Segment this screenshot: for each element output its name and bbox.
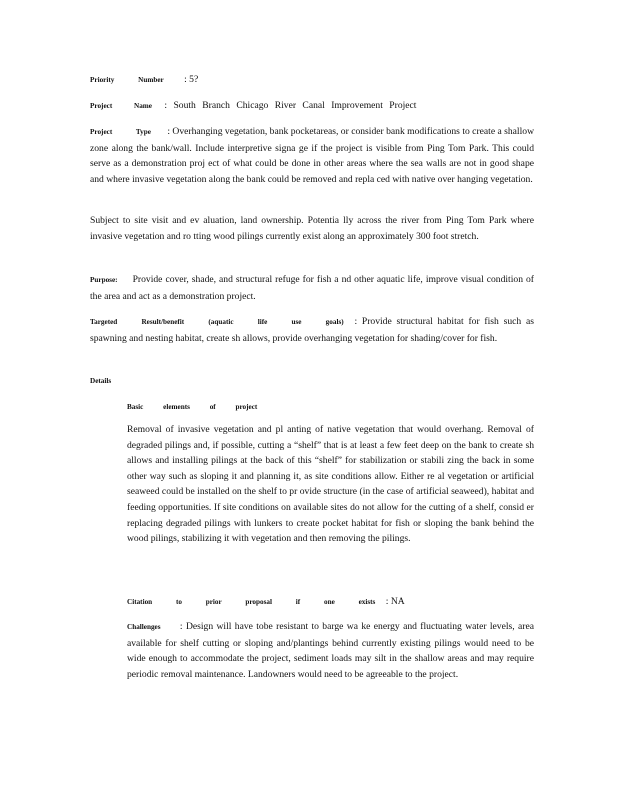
subject-paragraph <box>90 213 534 244</box>
basic-elements-paragraph <box>127 422 534 547</box>
citation-value: : NA <box>385 596 405 607</box>
project-type-paragraph <box>90 124 534 187</box>
project-name-row <box>90 98 416 114</box>
subject-text: Subject to site visit and ev aluation, land ownership. Potentia lly across the river from Ping Tom Park where invasive vegetation and ro tting wood pilings currently exist along an approximately 300 foot stretch. <box>90 215 534 242</box>
basic-elements-heading: Basic elements of project <box>127 403 258 411</box>
challenges-label: Challenges <box>127 623 161 631</box>
details-heading: Details <box>90 377 112 385</box>
citation-label: Citation to prior proposal if one exists <box>127 598 376 606</box>
details-row <box>90 373 111 389</box>
targeted-result-paragraph <box>90 314 534 346</box>
project-name-label: Project Name <box>90 102 152 110</box>
targeted-result-text: : Provide structural habitat for fish such as spawning and nesting habitat, create sh allows, provide overhanging vegetation for shading/cover for fish. <box>90 316 534 344</box>
purpose-label: Purpose: <box>90 276 118 284</box>
project-name-value: : South Branch Chicago River Canal Improvement Project <box>164 100 417 111</box>
project-type-text: : Overhanging vegetation, bank pocketareas, or consider bank modifications to create a shallow zone along the bank/wall. Include interpretive signa ge if the project is visible from Ping Tom Park. This could serve as a demonstration proj ect of what could be done in other areas where the sea walls are not in good shape and where invasive vegetation along the bank could be removed and repla ced with native over hanging vegetation. <box>90 126 534 185</box>
priority-number-label: Priority Number <box>90 76 164 84</box>
challenges-paragraph <box>127 619 534 682</box>
purpose-paragraph <box>90 272 534 304</box>
targeted-result-label: Targeted Result/benefit (aquatic life use goals) <box>90 318 344 326</box>
challenges-text: : Design will have tobe resistant to barge wa ke energy and fluctuating water levels, area available for shelf cutting or sloping and/plantings behind currently existing pilings would need to be wide enough to accommodate the project, sediment loads may silt in the shallow areas and may require periodic removal maintenance. Landowners would need to be agreeable to the project. <box>127 621 534 680</box>
basic-elements-row <box>127 399 534 415</box>
citation-row <box>127 594 534 610</box>
purpose-text: Provide cover, shade, and structural refuge for fish a nd other aquatic life, improve visual condition of the area and act as a demonstration project. <box>90 274 534 302</box>
basic-elements-text: Removal of invasive vegetation and pl anting of native vegetation that would overhang. Removal of degraded pilings and, if possible, cutting a “shelf” that is at least a few feet deep on the bank to create sh allows and installing pilings at the back of this “shelf” for stabilization or stabili zing the back in some other way such as sloping it and planning it, as site conditions allow. Either re al vegetation or artificial seaweed could be installed on the shelf to pr ovide structure (in the case of artificial seaweed), habitat and feeding opportunities. If site conditions on available sites do not allow for the cutting of a shelf, consid er replacing degraded pilings with lunkers to create pocket habitat for fish or sloping the bank behind the wood pilings, stabilizing it with vegetation and then removing the pilings. <box>127 424 534 545</box>
priority-number-row <box>90 72 198 88</box>
priority-number-value: : 5? <box>184 74 199 85</box>
project-type-label: Project Type <box>90 128 151 136</box>
